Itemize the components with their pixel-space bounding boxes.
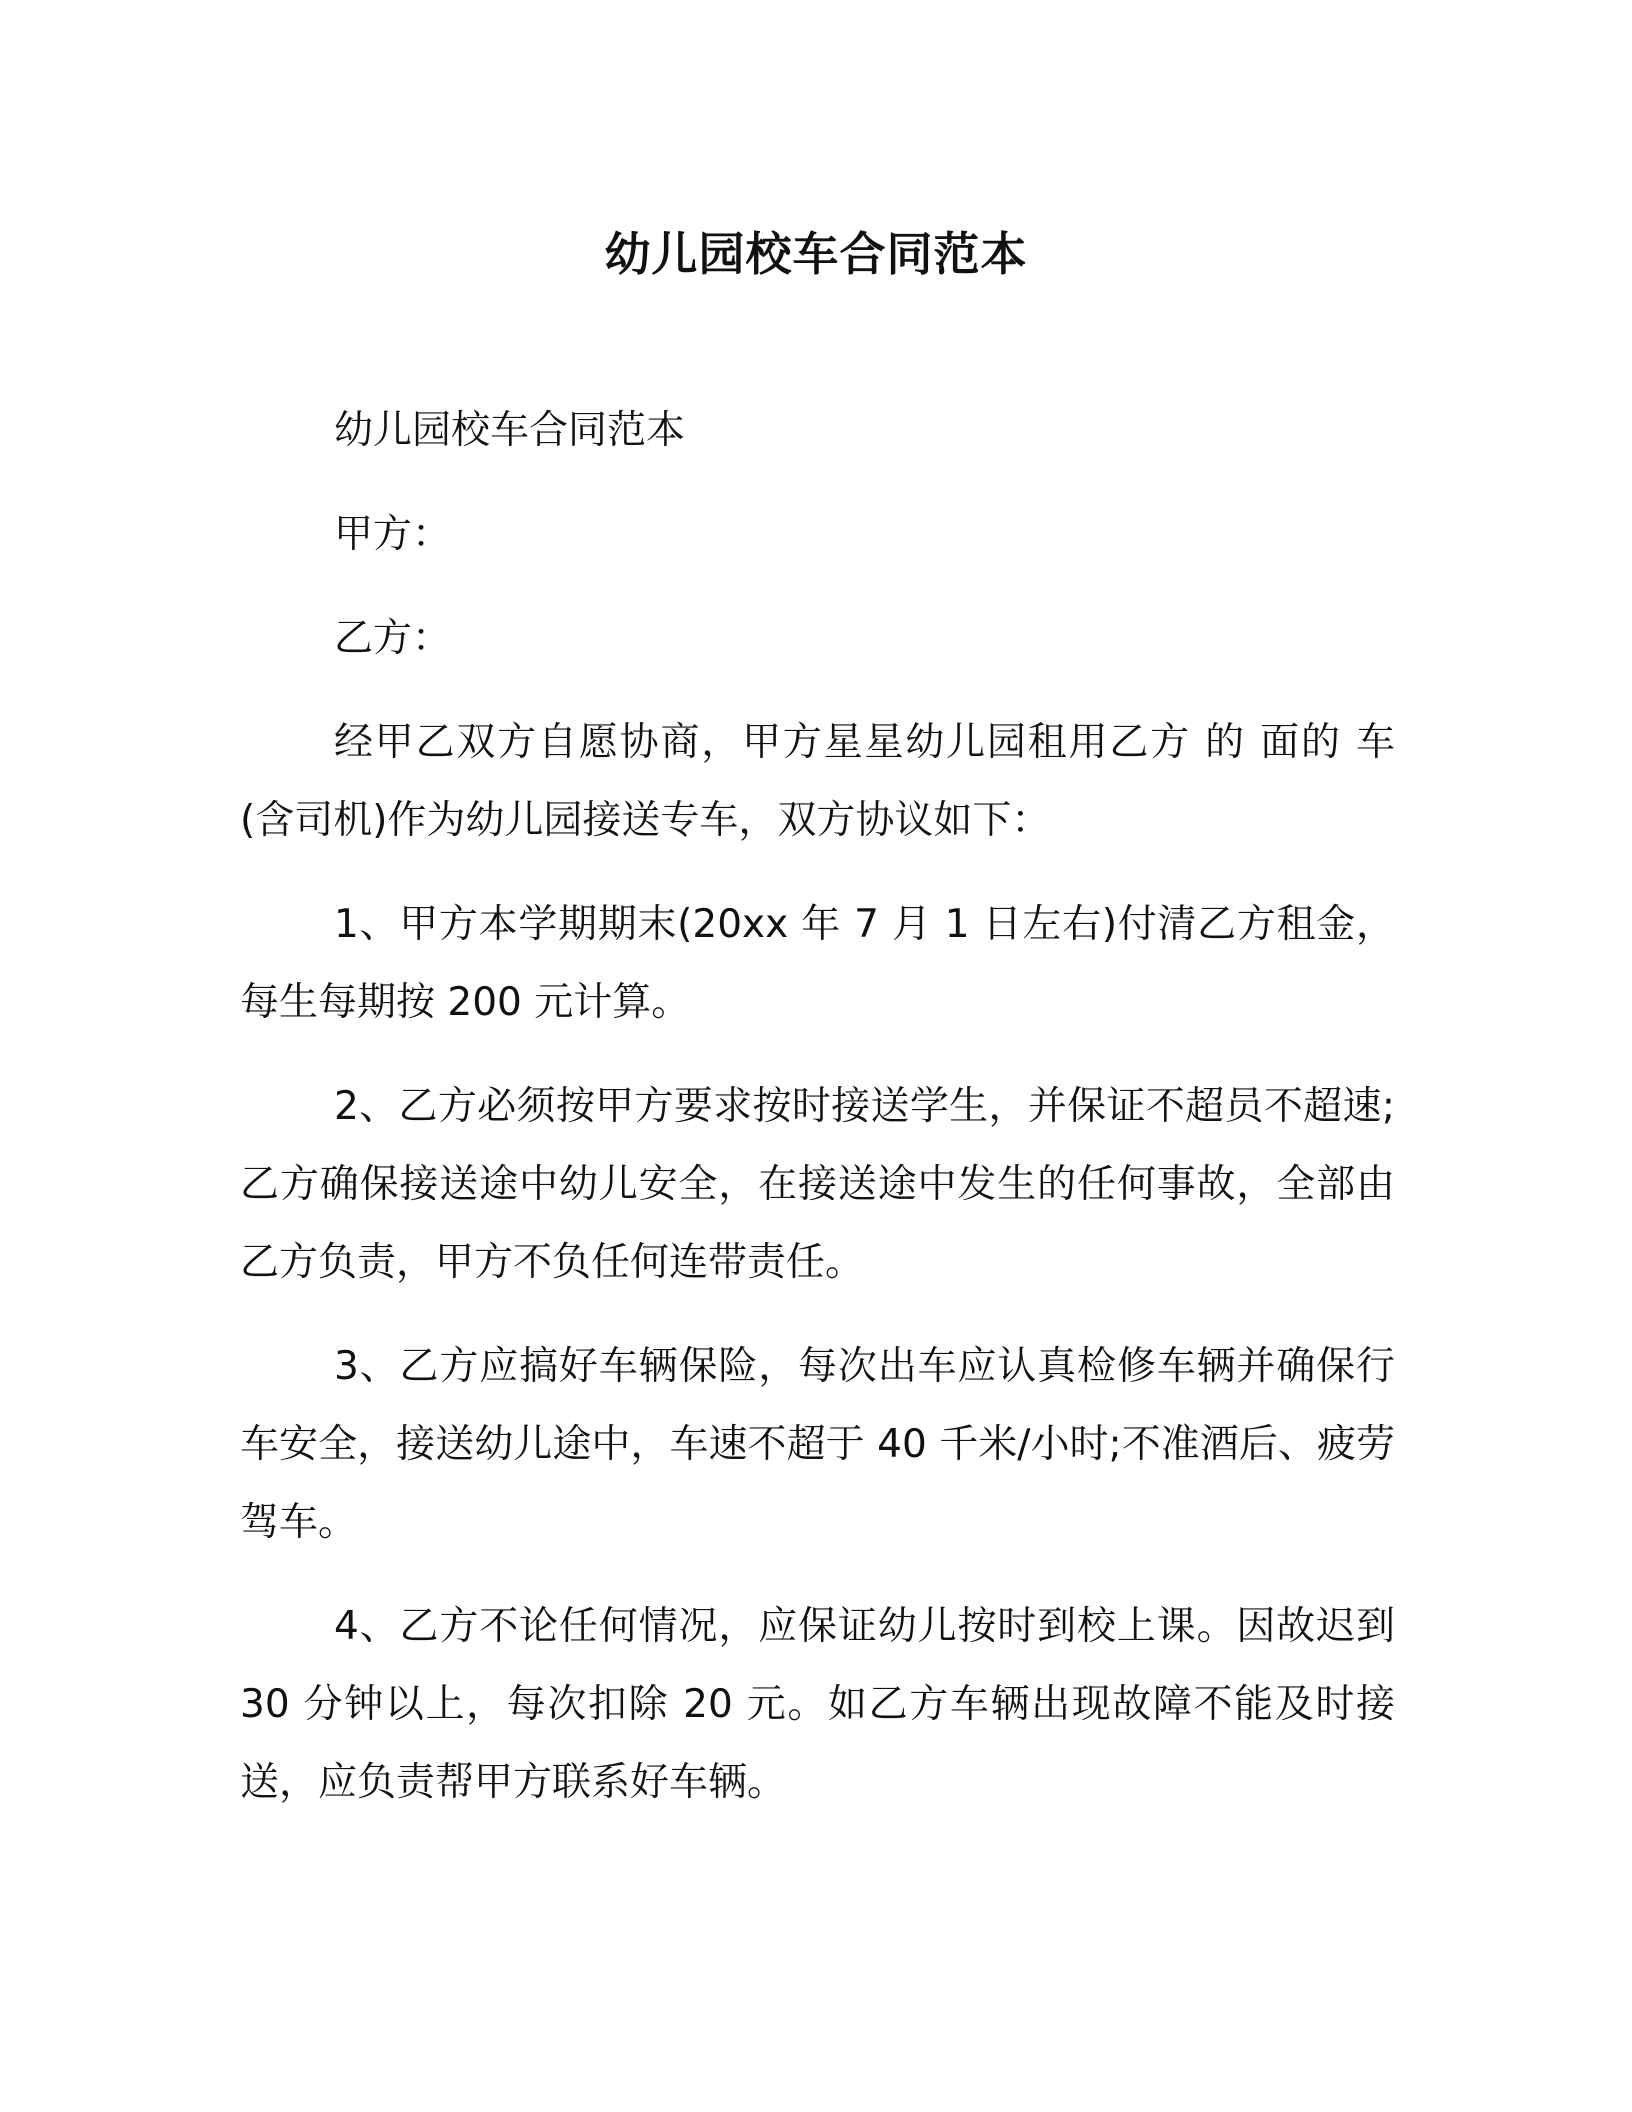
clause-4: 4、乙方不论任何情况，应保证幼儿按时到校上课。因故迟到 30 分钟以上，每次扣除 20 元。如乙方车辆出现故障不能及时接送，应负责帮甲方联系好车辆。: [240, 1604, 1395, 1805]
document-subtitle: 幼儿园校车合同范本: [334, 408, 686, 453]
clause-3: 3、乙方应搞好车辆保险，每次出车应认真检修车辆并确保行车安全，接送幼儿途中，车速不超于 40 千米/小时;不准酒后、疲劳驾车。: [240, 1344, 1395, 1545]
party-b-line: 乙方：: [334, 616, 452, 661]
clause-2: 2、乙方必须按甲方要求按时接送学生，并保证不超员不超速;乙方确保接送途中幼儿安全，在接送途中发生的任何事故，全部由乙方负责，甲方不负任何连带责任。: [240, 1084, 1395, 1285]
document-title: 幼儿园校车合同范本: [604, 227, 1028, 281]
intro-paragraph: 经甲乙双方自愿协商，甲方星星幼儿园租用乙方 的 面的 车(含司机)作为幼儿园接送专车，双方协议如下：: [240, 720, 1395, 843]
document-body: [240, 392, 1395, 1848]
party-a-line: 甲方：: [334, 512, 452, 557]
clause-1: 1、甲方本学期期末(20xx 年 7 月 1 日左右)付清乙方租金，每生每期按 200 元计算。: [240, 902, 1395, 1025]
